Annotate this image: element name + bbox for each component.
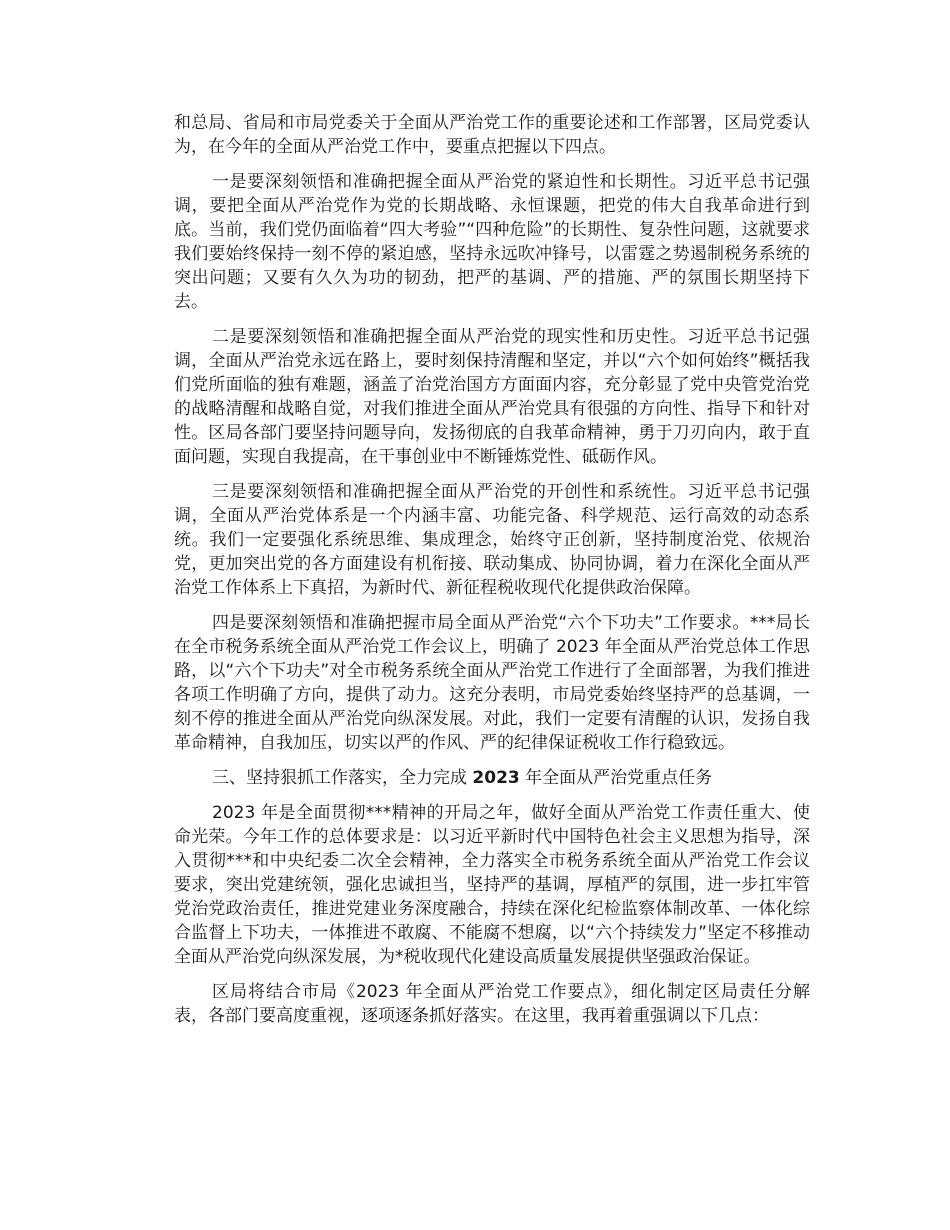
heading-suffix: 年全面从严治党重点任务 [519,768,713,788]
paragraph-2023-overview: 2023 年是全面贯彻***精神的开局之年，做好全面从严治党工作责任重大、使命光荣。今年工作的总体要求是：以习近平新时代中国特色社会主义思想为指导，深入贯彻***和中央纪委二次全会精神，全力落实全市税务系统全面从严治党工作会议要求，突出党建统领，强化忠诚担当，坚持严的基调，厚植严的氛围，进一步扛牢管党治党政治责任，推进党建业务深度融合，持续在深化纪检监察体制改革、一体化综合监督上下功夫，一体推进不敢腐、不能腐不想腐，以“六个持续发力”坚定不移推动全面从严治党向纵深发展，为*税收现代化建设高质量发展提供坚强政治保证。 [174,803,810,967]
document-body [174,111,810,1039]
paragraph-point-four: 四是要深刻领悟和准确把握市局全面从严治党“六个下功夫”工作要求。***局长在全市税务系统全面从严治党工作会议上，明确了 2023 年全面从严治党总体工作思路，以“六个下功夫”对全市税务系统全面从严治党工作进行了全面部署，为我们推进各项工作明确了方向，提供了动力。这充分表明，市局党委始终坚持严的总基调，一刻不停的推进全面从严治党向纵深发展。对此，我们一定要有清醒的认识，发扬自我革命精神，自我加压，切实以严的作风、严的纪律保证税收工作行稳致远。 [174,613,810,753]
paragraph-intro: 和总局、省局和市局党委关于全面从严治党工作的重要论述和工作部署，区局党委认为，在今年的全面从严治党工作中，要重点把握以下四点。 [174,113,810,157]
paragraph-point-one: 一是要深刻领悟和准确把握全面从严治党的紧迫性和长期性。习近平总书记强调，要把全面从严治党作为党的长期战略、永恒课题，把党的伟大自我革命进行到底。当前，我们党仍面临着“四大考验”“四种危险”的长期性、复杂性问题，这就要求我们要始终保持一刻不停的紧迫感，坚持永远吹冲锋号，以雷霆之势遏制税务系统的突出问题；又要有久久为功的韧劲，把严的基调、严的措施、严的氛围长期坚持下去。 [174,172,810,312]
heading-prefix: 三、坚持狠抓工作落实，全力完成 [212,768,473,788]
heading-year: 2023 [472,768,520,788]
section-heading-three [174,766,810,790]
paragraph-point-three: 三是要深刻领悟和准确把握全面从严治党的开创性和系统性。习近平总书记强调，全面从严治党体系是一个内涵丰富、功能完备、科学规范、运行高效的动态系统。我们一定要强化系统思维、集成理念，始终守正创新，坚持制度治党、依规治党，更加突出党的各方面建设有机衔接、联动集成、协同协调，着力在深化全面从严治党工作体系上下真招，为新时代、新征程税收现代化提供政治保障。 [174,482,810,598]
paragraph-implementation: 区局将结合市局《2023 年全面从严治党工作要点》，细化制定区局责任分解表，各部门要高度重视，逐项逐条抓好落实。在这里，我再着重强调以下几点： [174,982,810,1026]
paragraph-point-two: 二是要深刻领悟和准确把握全面从严治党的现实性和历史性。习近平总书记强调，全面从严治党永远在路上，要时刻保持清醒和坚定，并以“六个如何始终”概括我们党所面临的独有难题，涵盖了治党治国方方面面内容，充分彰显了党中央管党治党的战略清醒和战略自觉，对我们推进全面从严治党具有很强的方向性、指导下和针对性。区局各部门要坚持问题导向，发扬彻底的自我革命精神，勇于刀刃向内，敢于直面问题，实现自我提高，在干事创业中不断锤炼党性、砥砺作风。 [174,327,810,467]
